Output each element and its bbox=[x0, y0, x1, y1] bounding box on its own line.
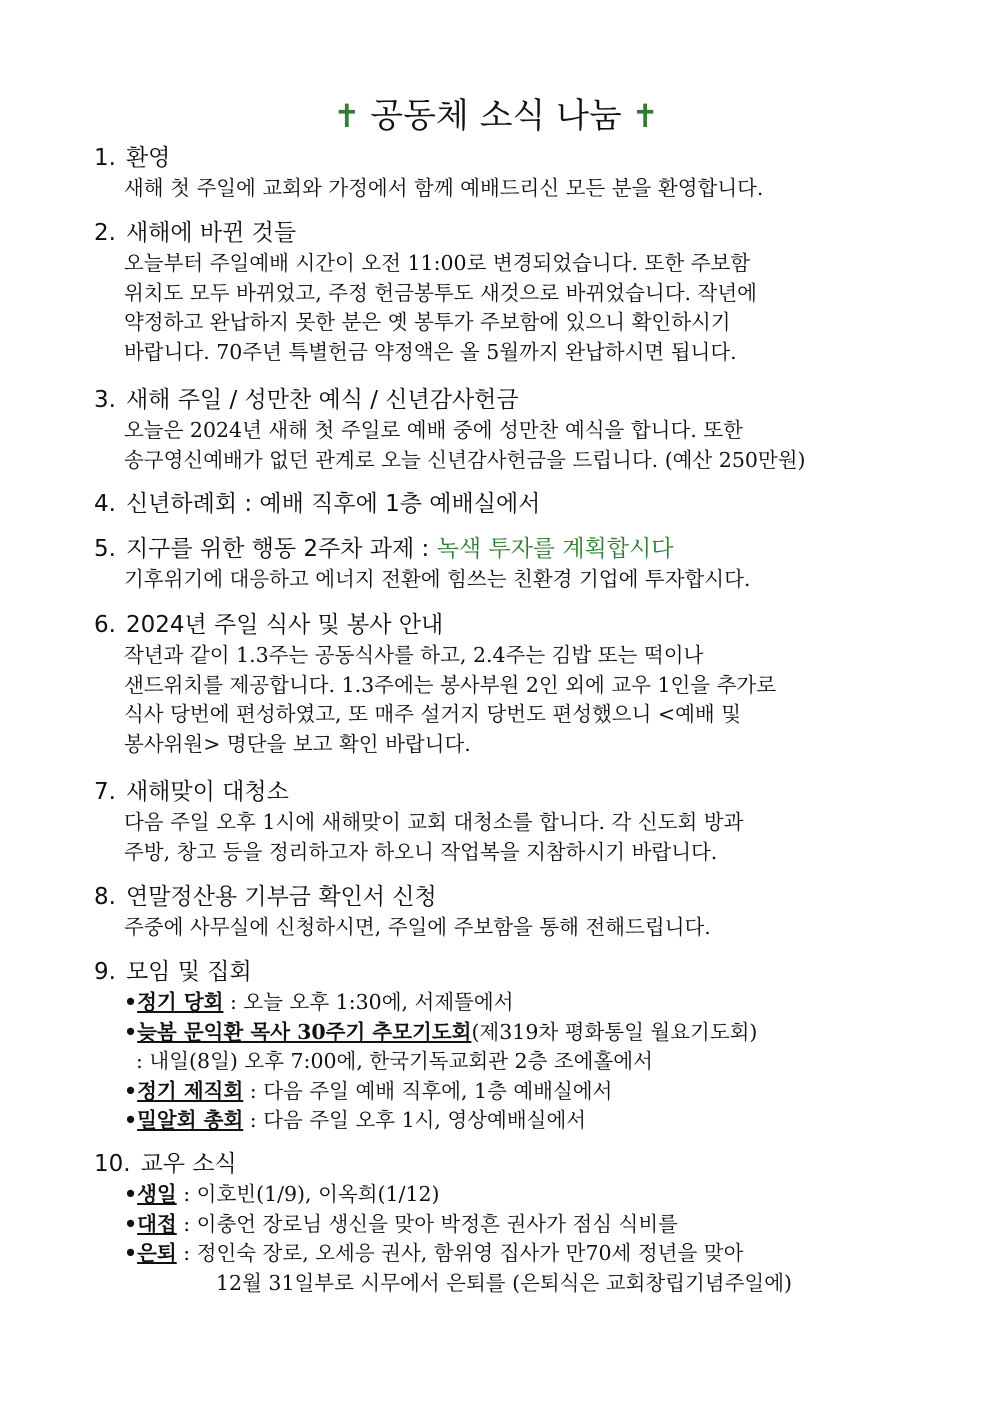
item-label: 은퇴 bbox=[137, 1241, 177, 1265]
section-earth-action bbox=[94, 533, 904, 595]
bullet-icon: • bbox=[124, 1241, 138, 1265]
section-number: 1. bbox=[94, 145, 116, 171]
section-body bbox=[94, 416, 904, 475]
section-heading bbox=[94, 217, 904, 249]
body-line: 오늘부터 주일예배 시간이 오전 11:00로 변경되었습니다. 또한 주보함 bbox=[124, 251, 751, 275]
bullet-icon: • bbox=[124, 1211, 138, 1236]
item-label: 정기 제직회 bbox=[137, 1078, 244, 1103]
item-text: : 정인숙 장로, 오세응 권사, 함위영 집사가 만70세 정년을 맞아 bbox=[176, 1241, 744, 1265]
section-body bbox=[94, 249, 904, 367]
section-cleaning bbox=[94, 776, 904, 867]
section-number: 4. bbox=[94, 491, 116, 517]
section-number: 7. bbox=[94, 779, 116, 805]
section-heading bbox=[94, 776, 904, 808]
section-heading bbox=[94, 956, 904, 988]
list-item bbox=[124, 1018, 904, 1048]
section-heading bbox=[94, 1148, 904, 1180]
section-number: 2. bbox=[94, 220, 116, 246]
section-number: 9. bbox=[94, 959, 116, 985]
item-text: : 이호빈(1/9), 이옥희(1/12) bbox=[176, 1182, 440, 1206]
section-number: 6. bbox=[94, 612, 116, 638]
item-continuation: : 내일(8일) 오후 7:00에, 한국기독교회관 2층 조에홀에서 bbox=[136, 1049, 653, 1073]
body-line: 다음 주일 오후 1시에 새해맞이 교회 대청소를 합니다. 각 신도회 방과 bbox=[124, 810, 744, 834]
section-welcome bbox=[94, 142, 904, 204]
section-title: 연말정산용 기부금 확인서 신청 bbox=[125, 884, 437, 910]
body-line: 새해 첫 주일에 교회와 가정에서 함께 예배드리신 모든 분을 환영합니다. bbox=[124, 176, 764, 200]
item-text: : 오늘 오후 1:30에, 서제뜰에서 bbox=[223, 990, 514, 1014]
body-line: 바랍니다. 70주년 특별헌금 약정액은 올 5월까지 완납하시면 됩니다. bbox=[124, 339, 737, 364]
section-heading bbox=[94, 384, 904, 416]
body-line: 주방, 창고 등을 정리하고자 하오니 작업복을 지참하시기 바랍니다. bbox=[124, 839, 718, 864]
item-label: 대접 bbox=[137, 1211, 177, 1236]
section-meetings bbox=[94, 956, 904, 1136]
title-text: 공동체 소식 나눔 bbox=[370, 96, 622, 136]
section-heading bbox=[94, 533, 904, 565]
cross-icon: ✝ bbox=[631, 97, 659, 135]
item-label: 정기 당회 bbox=[137, 990, 224, 1014]
bullet-icon: • bbox=[124, 1078, 138, 1103]
body-line: 주중에 사무실에 신청하시면, 주일에 주보함을 통해 전해드립니다. bbox=[124, 915, 711, 939]
section-body bbox=[94, 641, 904, 759]
bullet-icon: • bbox=[124, 1019, 138, 1044]
body-line: 식사 당번에 편성하였고, 또 매주 설거지 당번도 편성했으니 <예배 및 bbox=[124, 702, 742, 726]
bullet-icon: • bbox=[124, 990, 138, 1014]
cross-icon: ✝ bbox=[333, 97, 361, 135]
section-heading bbox=[94, 488, 904, 520]
list-item bbox=[124, 1180, 904, 1210]
list-item bbox=[124, 1077, 904, 1107]
section-heading bbox=[94, 142, 904, 174]
body-line: 작년과 같이 1.3주는 공동식사를 하고, 2.4주는 김밥 또는 떡이나 bbox=[124, 643, 704, 667]
green-task-text: 녹색 투자를 계획합시다 bbox=[436, 536, 674, 562]
body-line: 오늘은 2024년 새해 첫 주일로 예배 중에 성만찬 예식을 합니다. 또한 bbox=[124, 418, 743, 442]
section-number: 3. bbox=[94, 387, 116, 413]
item-label: 늦봄 문익환 목사 30주기 추모기도회 bbox=[137, 1019, 472, 1044]
section-title: 새해맞이 대청소 bbox=[125, 779, 289, 805]
item-label: 밀알회 총회 bbox=[137, 1108, 244, 1132]
section-title: 교우 소식 bbox=[140, 1151, 237, 1177]
item-text: (제319차 평화통일 월요기도회) bbox=[471, 1019, 758, 1044]
bullet-icon: • bbox=[124, 1108, 138, 1132]
body-line: 기후위기에 대응하고 에너지 전환에 힘쓰는 친환경 기업에 투자합시다. bbox=[124, 567, 751, 591]
section-title: 신년하례회 : 예배 직후에 1층 예배실에서 bbox=[125, 491, 541, 517]
body-line: 봉사위원> 명단을 보고 확인 바랍니다. bbox=[124, 731, 471, 756]
section-title: 모임 및 집회 bbox=[125, 959, 252, 985]
section-heading bbox=[94, 881, 904, 913]
body-line: 위치도 모두 바뀌었고, 주정 헌금봉투도 새것으로 바뀌었습니다. 작년에 bbox=[124, 280, 757, 305]
item-text: : 다음 주일 예배 직후에, 1층 예배실에서 bbox=[243, 1078, 613, 1103]
page-title bbox=[0, 88, 992, 144]
section-new-year-gathering bbox=[94, 488, 904, 520]
section-donation-receipt bbox=[94, 881, 904, 943]
list-item bbox=[124, 1210, 904, 1240]
item-label: 생일 bbox=[137, 1182, 177, 1206]
section-body bbox=[94, 1180, 904, 1298]
section-body bbox=[94, 808, 904, 867]
section-heading bbox=[94, 609, 904, 641]
section-body bbox=[94, 913, 904, 943]
section-number: 5. bbox=[94, 536, 116, 562]
item-text: : 이충언 장로님 생신을 맞아 박정흔 권사가 점심 식비를 bbox=[176, 1211, 678, 1236]
section-title: 지구를 위한 행동 2주차 과제 : bbox=[125, 536, 437, 562]
item-continuation: 12월 31일부로 시무에서 은퇴를 (은퇴식은 교회창립기념주일에) bbox=[216, 1270, 793, 1295]
bullet-icon: • bbox=[124, 1182, 138, 1206]
section-body bbox=[94, 988, 904, 1136]
section-new-year-changes bbox=[94, 217, 904, 367]
section-member-news bbox=[94, 1148, 904, 1298]
section-title: 새해에 바뀐 것들 bbox=[125, 220, 297, 246]
section-communion bbox=[94, 384, 904, 475]
item-text: : 다음 주일 오후 1시, 영상예배실에서 bbox=[243, 1108, 587, 1132]
body-line: 샌드위치를 제공합니다. 1.3주에는 봉사부원 2인 외에 교우 1인을 추가로 bbox=[124, 672, 777, 697]
list-item bbox=[124, 1106, 904, 1136]
section-body bbox=[94, 174, 904, 204]
section-title: 새해 주일 / 성만찬 예식 / 신년감사헌금 bbox=[125, 387, 519, 413]
list-item bbox=[124, 988, 904, 1018]
section-title: 2024년 주일 식사 및 봉사 안내 bbox=[125, 612, 444, 638]
list-item bbox=[124, 1239, 904, 1269]
section-title: 환영 bbox=[125, 145, 171, 171]
body-line: 약정하고 완납하지 못한 분은 옛 봉투가 주보함에 있으니 확인하시기 bbox=[124, 310, 731, 334]
section-body bbox=[94, 565, 904, 595]
section-meal-service bbox=[94, 609, 904, 759]
body-line: 송구영신예배가 없던 관계로 오늘 신년감사헌금을 드립니다. (예산 250만원) bbox=[124, 447, 806, 472]
section-number: 10. bbox=[94, 1151, 131, 1177]
section-number: 8. bbox=[94, 884, 116, 910]
